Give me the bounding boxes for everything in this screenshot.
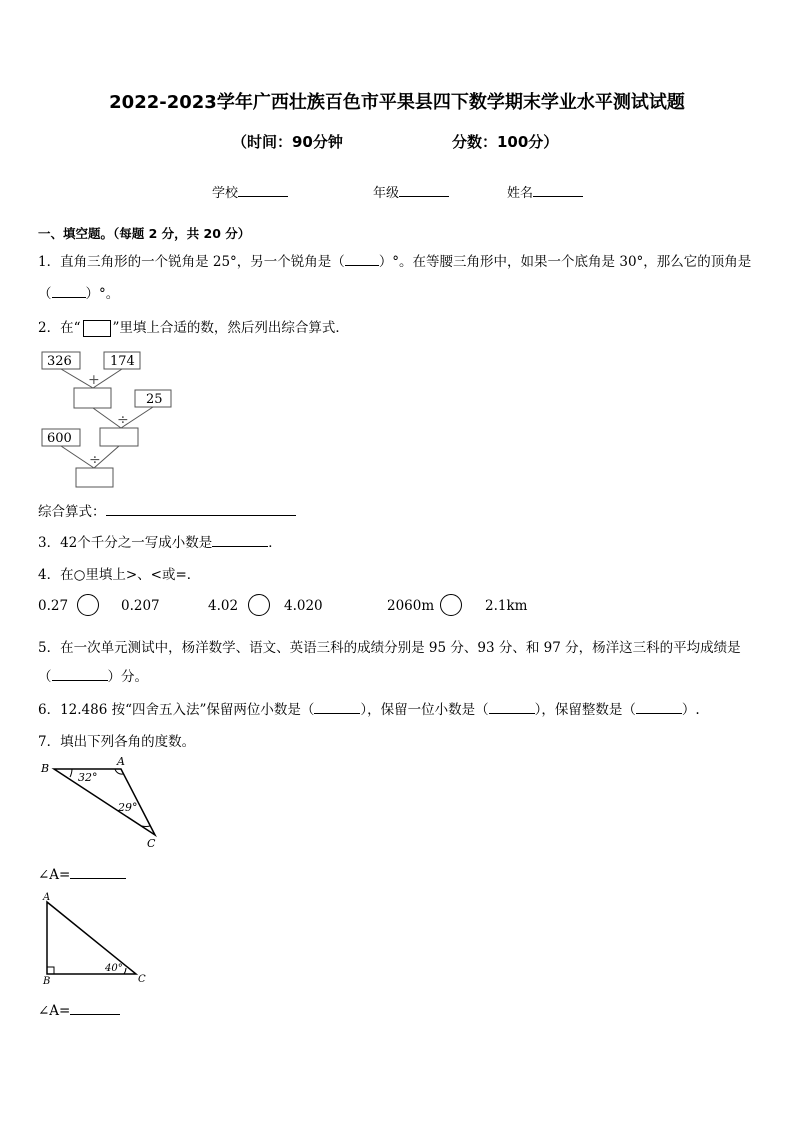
- q7-answer-1: [38, 864, 126, 883]
- q2-text-b: ”里填上合适的数，然后列出综合算式．: [112, 320, 349, 336]
- grade-field[interactable]: [373, 182, 449, 201]
- blank-box-icon: [83, 320, 111, 337]
- q1-text-b: ）°。在等腰三角形中，如果一个底角是 30°，那么它的顶角是: [378, 254, 752, 270]
- vertex-c-label: C: [147, 837, 156, 850]
- triangle-diagram-2: [38, 892, 158, 988]
- q7-answer-2: [38, 1000, 120, 1019]
- vertex-a-label: A: [43, 892, 51, 903]
- q6-text-a: 6．12.486 按“四舍五入法”保留两位小数是（: [38, 702, 315, 718]
- answer-box-3: [76, 468, 113, 487]
- plus-icon: +: [88, 372, 100, 388]
- angle-40-label: 40°: [105, 963, 123, 974]
- q3-text-b: ．: [268, 535, 282, 551]
- divide-icon: ÷: [117, 412, 129, 428]
- q2-answer-blank[interactable]: [106, 501, 296, 516]
- diagram-num-2: 174: [110, 354, 135, 369]
- q2-answer: [38, 500, 296, 520]
- name-field[interactable]: [507, 182, 583, 201]
- exam-score: 分数：100分）: [452, 133, 559, 151]
- grade-label: 年级: [373, 186, 400, 201]
- q4-right-3: 2.1km: [485, 598, 528, 614]
- vertex-a-label: A: [117, 755, 125, 768]
- q7-blank-2[interactable]: [70, 1000, 120, 1015]
- question-6: [38, 698, 700, 718]
- question-1-line-1: [38, 250, 751, 270]
- name-blank[interactable]: [533, 196, 583, 197]
- compare-circle-2[interactable]: [248, 594, 270, 616]
- answer-box-2: [100, 428, 138, 446]
- question-3: [38, 531, 282, 551]
- angle-32-label: 32°: [78, 771, 98, 784]
- question-1-line-2: [38, 282, 119, 302]
- q1-text-a: 1．直角三角形的一个锐角是 25°，另一个锐角是（: [38, 254, 345, 270]
- vertex-b-label: B: [43, 976, 51, 987]
- q4-left-2: 4.02: [208, 598, 239, 614]
- q6-blank-3[interactable]: [636, 699, 682, 714]
- school-label: 学校: [212, 186, 239, 201]
- q4-right-2: 4.020: [284, 598, 323, 614]
- school-blank[interactable]: [238, 196, 288, 197]
- q3-blank[interactable]: [212, 532, 268, 547]
- q6-text-d: ）.: [681, 702, 700, 718]
- page-title: 2022-2023学年广西壮族百色市平果县四下数学期末学业水平测试试题: [109, 92, 685, 113]
- grade-blank[interactable]: [399, 196, 449, 197]
- q3-text-a: 3．42个千分之一写成小数是: [38, 535, 213, 551]
- compare-circle-1[interactable]: [77, 594, 99, 616]
- vertex-b-label: B: [41, 762, 50, 775]
- angle-29-label: 29°: [118, 801, 138, 814]
- q6-blank-1[interactable]: [314, 699, 360, 714]
- calculation-flow-diagram: [38, 348, 178, 490]
- q1-blank-2[interactable]: [52, 283, 86, 298]
- q7-ans2-label: ∠A=: [38, 1003, 71, 1019]
- diagram-num-3: 25: [146, 392, 163, 407]
- triangle-diagram-1: [38, 755, 168, 851]
- q4-right-1: 0.207: [121, 598, 160, 614]
- q1-blank-1[interactable]: [345, 251, 379, 266]
- q1-text-c: （: [38, 286, 52, 302]
- q2-text-a: 2．在“: [38, 320, 81, 336]
- divide-icon: ÷: [89, 452, 101, 468]
- q5-text-b: ）分。: [107, 669, 148, 685]
- section-heading: 一、填空题。（每题 2 分，共 20 分）: [38, 226, 251, 241]
- compare-circle-3[interactable]: [440, 594, 462, 616]
- q6-text-b: ），保留一位小数是（: [360, 702, 489, 718]
- name-label: 姓名: [507, 186, 534, 201]
- q4-left-1: 0.27: [38, 598, 69, 614]
- question-7: 7．填出下列各角的度数。: [38, 734, 196, 750]
- question-2: [38, 316, 349, 337]
- school-field[interactable]: [212, 182, 288, 201]
- q5-blank[interactable]: [52, 666, 108, 681]
- answer-box-1: [74, 388, 111, 408]
- q2-answer-label: 综合算式：: [38, 504, 106, 520]
- q6-text-c: ），保留整数是（: [534, 702, 636, 718]
- question-4: 4．在○里填上>、<或=．: [38, 567, 201, 583]
- diagram-num-1: 326: [47, 354, 72, 369]
- vertex-c-label: C: [138, 974, 146, 985]
- q4-left-3: 2060m: [387, 598, 435, 614]
- q5-text-a: （: [38, 669, 52, 685]
- question-5-line-1: 5．在一次单元测试中，杨洋数学、语文、英语三科的成绩分别是 95 分、93 分、和 97 分，杨洋这三科的平均成绩是: [38, 640, 741, 656]
- q1-text-d: ）°。: [85, 286, 120, 302]
- diagram-num-4: 600: [47, 431, 72, 446]
- q7-blank-1[interactable]: [70, 864, 126, 879]
- question-5-line-2: [38, 665, 148, 685]
- q6-blank-2[interactable]: [489, 699, 535, 714]
- exam-time: （时间：90分钟: [232, 133, 343, 151]
- q7-ans1-label: ∠A=: [38, 867, 71, 883]
